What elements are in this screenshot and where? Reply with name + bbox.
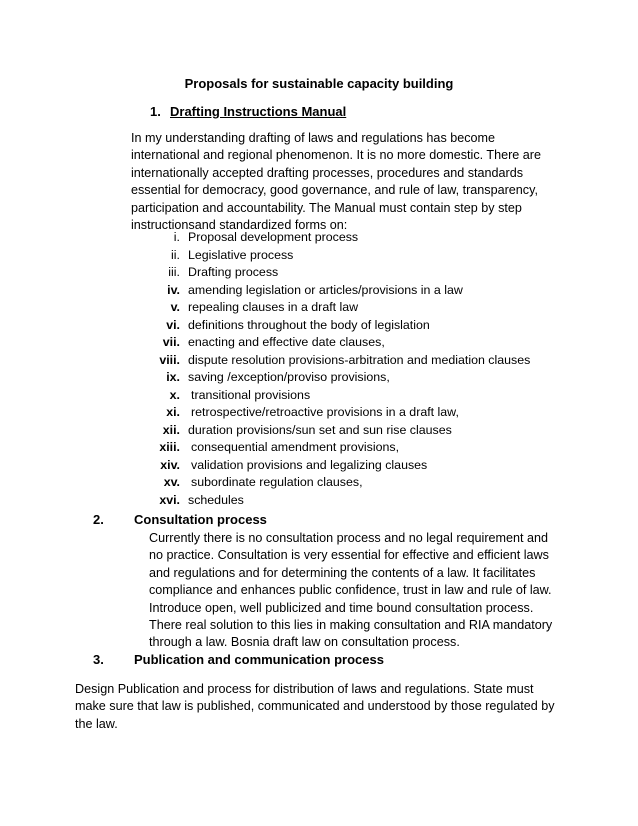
section-2-title: Consultation process <box>134 512 267 527</box>
list-item-number: ii. <box>171 247 180 262</box>
list-item <box>0 282 638 300</box>
list-item <box>0 474 638 492</box>
list-item <box>0 299 638 317</box>
list-item-number: vi. <box>166 317 180 332</box>
drafting-topics-list <box>0 229 638 509</box>
list-item-text: dispute resolution provisions-arbitration and mediation clauses <box>188 352 531 367</box>
list-item-number: xiii. <box>159 440 180 454</box>
list-item-number: x. <box>169 387 180 402</box>
section-2-paragraph: Currently there is no consultation process and no legal requirement and no practice. Consultation is very essential for effective and efficient laws and regulations and for determining the contents of a law. It facilitates compliance and enhances public confidence, trust in law and rule of law. Introduce open, well publicized and time bound consultation process. There real solution to this lies in making consultation and RIA mandatory through a law. Bosnia draft law on consultation process. <box>149 531 553 650</box>
list-item <box>0 229 638 247</box>
list-item-number: xv. <box>163 475 180 489</box>
list-item-text: subordinate regulation clauses, <box>191 475 363 489</box>
list-item-text: consequential amendment provisions, <box>191 440 400 454</box>
list-item <box>0 457 638 475</box>
list-item <box>0 439 638 457</box>
section-2-number: 2. <box>93 512 104 527</box>
list-item <box>0 352 638 370</box>
list-item-text: enacting and effective date clauses, <box>188 335 385 349</box>
list-item <box>0 387 638 405</box>
list-item-number: xvi. <box>159 492 180 507</box>
section-1-paragraph: In my understanding drafting of laws and regulations has become international and regional phenomenon. It is no more domestic. There are internationally accepted drafting processes, procedures and standards essential for democracy, good governance, and rule of law, transparency, participation and accountability. The Manual must contain step by step instructionsand standardized forms on: <box>131 131 542 233</box>
list-item-number: iii. <box>168 265 180 279</box>
list-item-text: retrospective/retroactive provisions in a draft law, <box>191 405 459 419</box>
list-item-number: xiv. <box>160 457 180 472</box>
list-item <box>0 264 638 282</box>
list-item-text: Legislative process <box>188 247 294 262</box>
section-3-title: Publication and communication process <box>134 652 384 667</box>
section-1-title: Drafting Instructions Manual <box>170 104 347 119</box>
list-item-text: definitions throughout the body of legislation <box>188 317 430 332</box>
list-item <box>0 247 638 265</box>
list-item-text: amending legislation or articles/provisions in a law <box>188 282 463 297</box>
list-item-text: schedules <box>188 492 244 507</box>
list-item <box>0 404 638 422</box>
list-item-number: viii. <box>159 352 180 367</box>
section-3-paragraph: Design Publication and process for distribution of laws and regulations. State must make sure that law is published, communicated and understood by those regulated by the law. <box>75 682 555 731</box>
list-item-text: Drafting process <box>188 265 279 279</box>
list-item <box>0 317 638 335</box>
list-item-number: xi. <box>166 405 180 419</box>
list-item <box>0 492 638 510</box>
list-item-text: Proposal development process <box>188 230 359 244</box>
list-item <box>0 422 638 440</box>
list-item-text: validation provisions and legalizing clauses <box>191 457 428 472</box>
list-item-text: repealing clauses in a draft law <box>188 300 359 314</box>
list-item-number: i. <box>173 230 180 244</box>
list-item <box>0 369 638 387</box>
section-1-number: 1. <box>150 104 161 119</box>
list-item-text: saving /exception/proviso provisions, <box>188 370 390 384</box>
list-item <box>0 334 638 352</box>
list-item-number: v. <box>170 300 180 314</box>
list-item-number: ix. <box>166 370 180 384</box>
list-item-number: xii. <box>162 422 180 437</box>
section-3-number: 3. <box>93 652 104 667</box>
list-item-text: duration provisions/sun set and sun rise clauses <box>188 422 452 437</box>
document-title: Proposals for sustainable capacity building <box>184 76 454 91</box>
list-item-number: iv. <box>167 282 180 297</box>
list-item-number: vii. <box>162 335 180 349</box>
list-item-text: transitional provisions <box>191 387 311 402</box>
